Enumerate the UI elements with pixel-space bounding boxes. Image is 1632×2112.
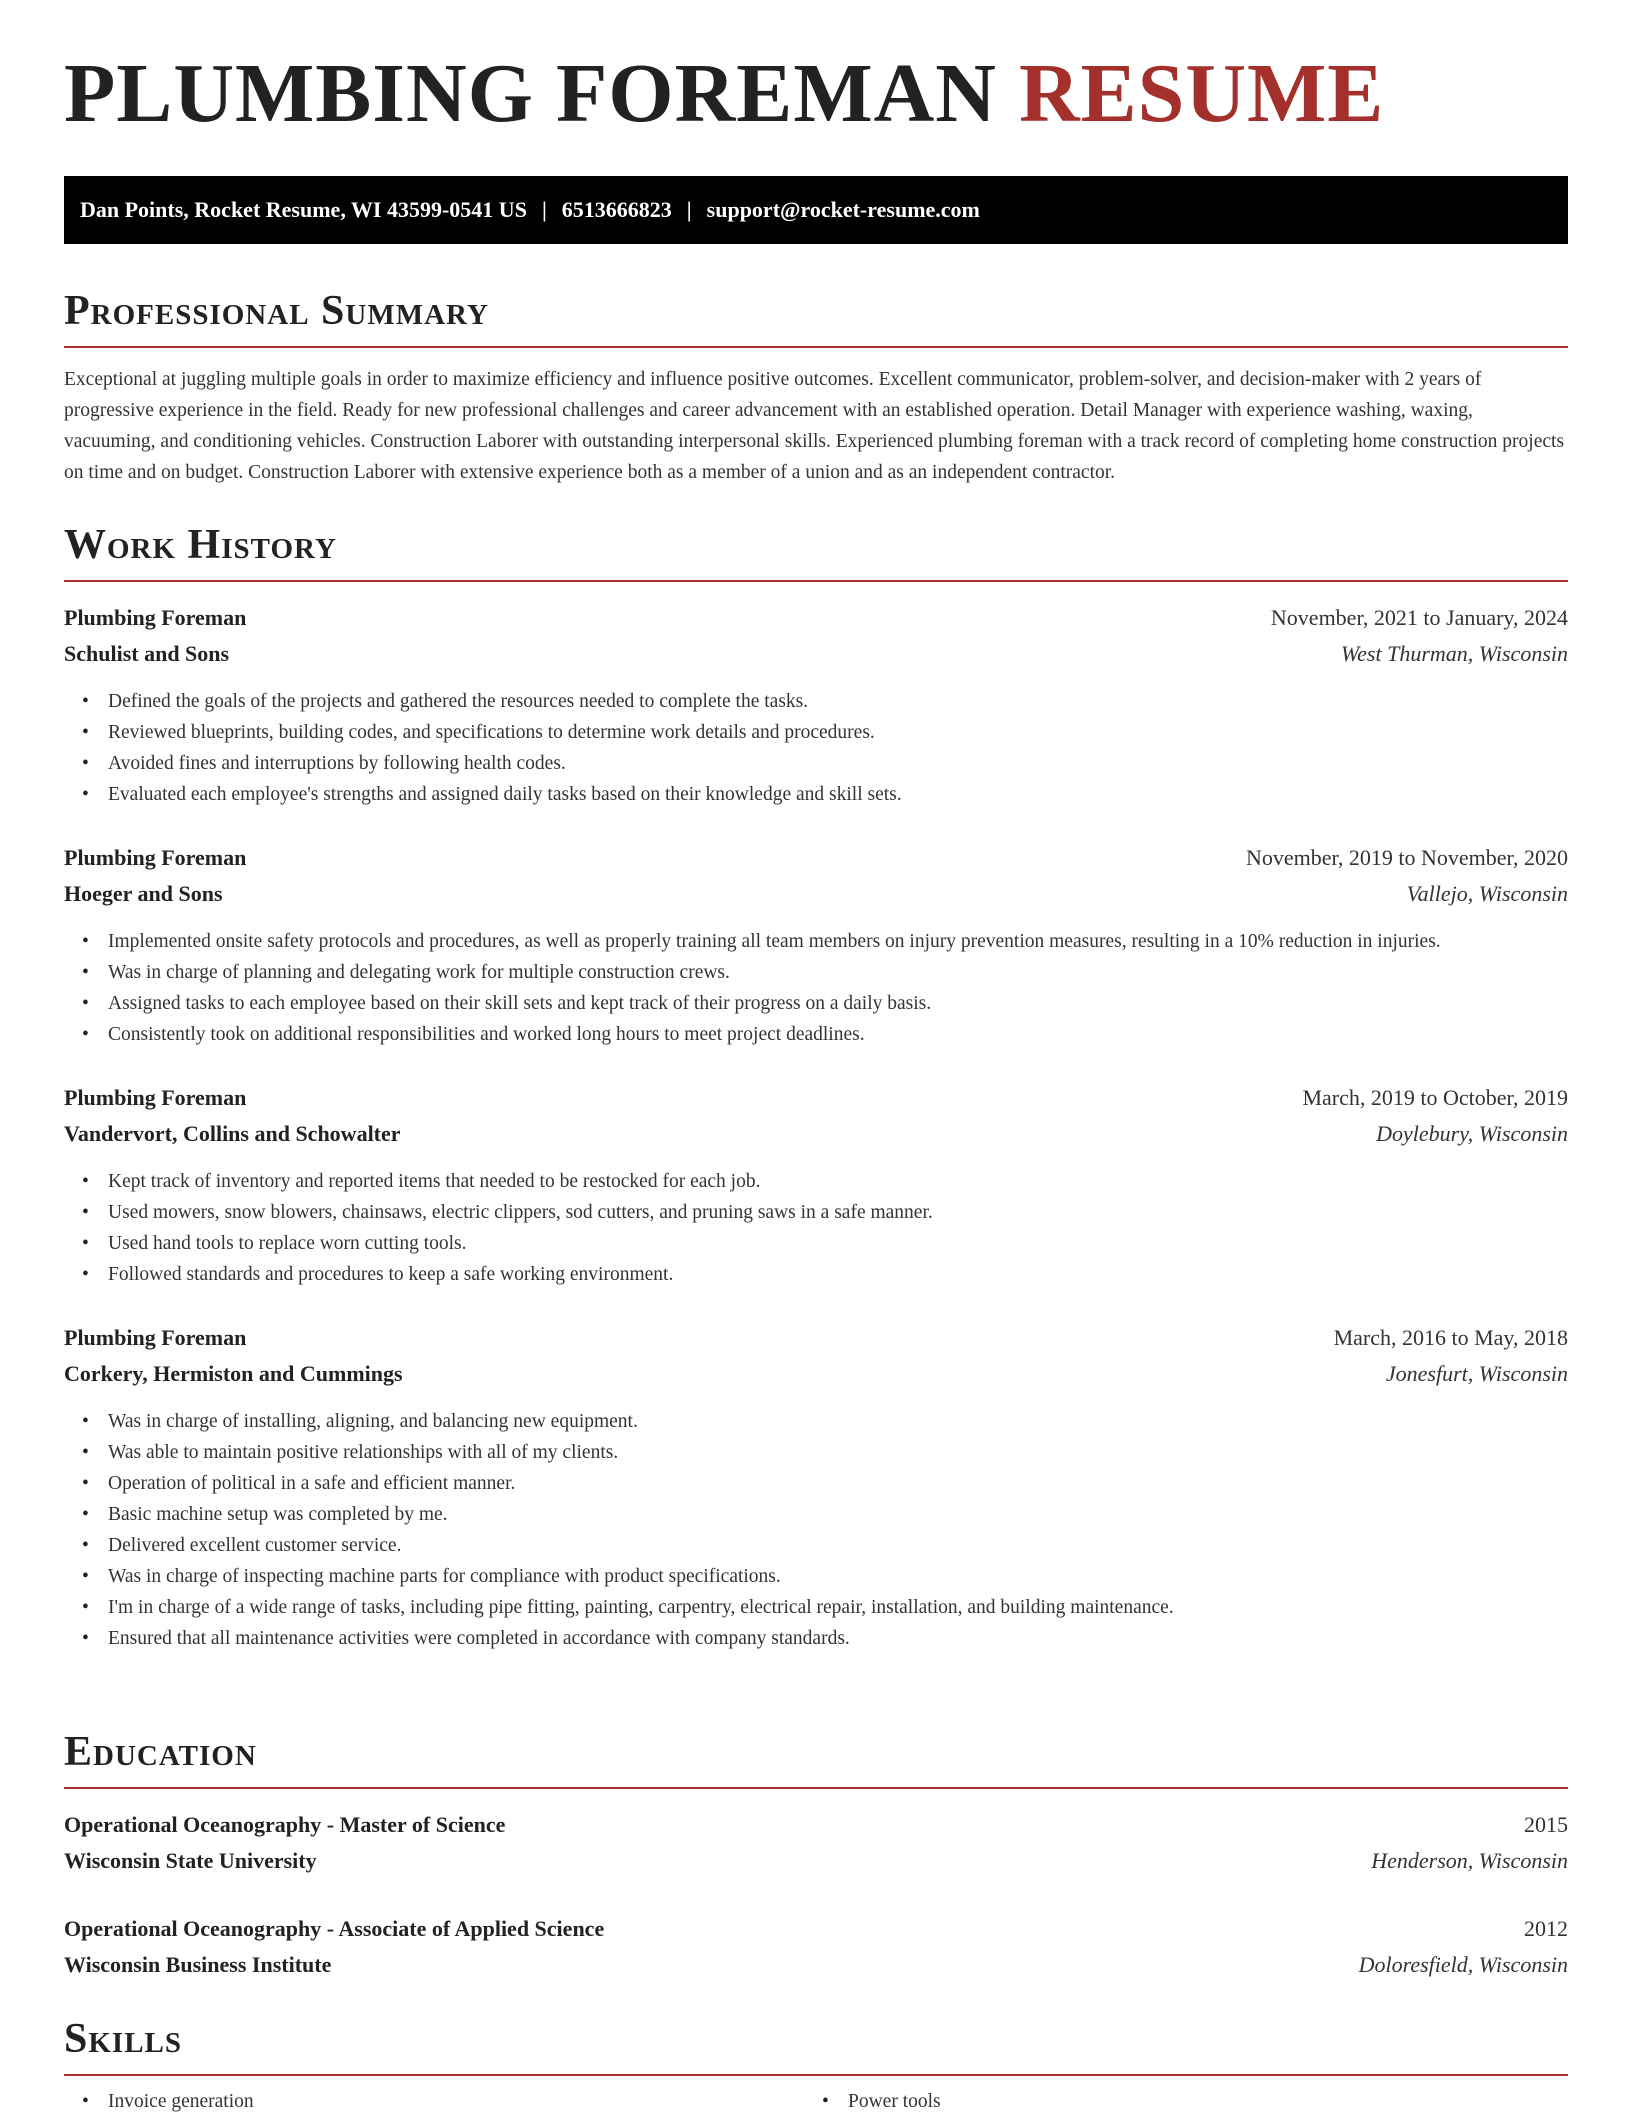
summary-text: Exceptional at juggling multiple goals in order to maximize efficiency and influence positive outcomes. Excellent communicator, problem-solver, and decision-maker with 2 years of progressive experience in the field. Ready for new professional challenges and career advancement with an established operation. Detail Manager with experience washing, waxing, vacuuming, and conditioning vehicles. Construction Laborer with outstanding interpersonal skills. Experienced plumbing foreman with a track record of completing home construction projects on time and on budget. Construction Laborer with extensive experience both as a member of a union and as an independent contractor. — [64, 369, 1565, 483]
school-location: Henderson, Wisconsin — [1371, 1848, 1568, 1873]
job-title: Plumbing Foreman — [64, 1325, 247, 1350]
contact-bar — [64, 176, 1568, 244]
skills-columns — [64, 2086, 1568, 2112]
job-title: Plumbing Foreman — [64, 1085, 247, 1110]
title-main: PLUMBING FOREMAN — [64, 47, 997, 140]
skills-list-left — [64, 2086, 804, 2112]
list-item: • Delivered excellent customer service. — [108, 1530, 1568, 1561]
list-item: • Implemented onsite safety protocols and procedures, as well as properly training all team members on injury prevention measures, resulting in a 10% reduction in injuries. — [108, 926, 1568, 957]
job-bullets — [64, 1166, 1568, 1290]
list-item: • Ensured that all maintenance activities were completed in accordance with company standards. — [108, 1623, 1568, 1654]
resume-title — [64, 47, 1385, 140]
job-company: Hoeger and Sons — [64, 881, 223, 906]
list-item: • Evaluated each employee's strengths and assigned daily tasks based on their knowledge and skill sets. — [108, 779, 1568, 810]
job-entry — [64, 600, 1568, 810]
job-location: Jonesfurt, Wisconsin — [1385, 1361, 1568, 1386]
degree: Operational Oceanography - Associate of Applied Science — [64, 1916, 605, 1941]
contact-separator: | — [541, 197, 547, 222]
contact-phone: 6513666823 — [561, 197, 672, 222]
job-company: Vandervort, Collins and Schowalter — [64, 1121, 401, 1146]
list-item: • Used hand tools to replace worn cutting tools. — [108, 1228, 1568, 1259]
job-dates: November, 2021 to January, 2024 — [1270, 605, 1568, 630]
education-entry — [64, 1807, 1568, 1879]
job-dates: March, 2016 to May, 2018 — [1333, 1325, 1568, 1350]
list-item: • Was in charge of planning and delegating work for multiple construction crews. — [108, 957, 1568, 988]
job-dates: March, 2019 to October, 2019 — [1302, 1085, 1568, 1110]
job-bullets — [64, 926, 1568, 1050]
school: Wisconsin Business Institute — [64, 1952, 332, 1977]
work-history-section — [64, 524, 1568, 1654]
job-entry — [64, 840, 1568, 1050]
education-section — [64, 1731, 1568, 1983]
job-company: Corkery, Hermiston and Cummings — [64, 1361, 403, 1386]
job-location: Vallejo, Wisconsin — [1406, 881, 1568, 906]
degree: Operational Oceanography - Master of Science — [64, 1812, 506, 1837]
job-location: Doylebury, Wisconsin — [1376, 1121, 1568, 1146]
contact-separator: | — [686, 197, 692, 222]
graduation-year: 2012 — [1524, 1916, 1568, 1941]
job-location: West Thurman, Wisconsin — [1340, 641, 1568, 666]
skills-section — [64, 2018, 1568, 2112]
list-item: • Avoided fines and interruptions by following health codes. — [108, 748, 1568, 779]
list-item: • Defined the goals of the projects and gathered the resources needed to complete the tasks. — [108, 686, 1568, 717]
school-location: Doloresfield, Wisconsin — [1358, 1952, 1568, 1977]
list-item: • Assigned tasks to each employee based on their skill sets and kept track of their progress on a daily basis. — [108, 988, 1568, 1019]
skill-item: • Power tools — [848, 2086, 1544, 2112]
graduation-year: 2015 — [1524, 1812, 1568, 1837]
list-item: • Was in charge of installing, aligning, and balancing new equipment. — [108, 1406, 1568, 1437]
job-bullets — [64, 686, 1568, 810]
work-history-heading: Work History — [64, 524, 1568, 582]
education-heading: Education — [64, 1731, 1568, 1789]
list-item: • Operation of political in a safe and efficient manner. — [108, 1468, 1568, 1499]
list-item: • Basic machine setup was completed by me. — [108, 1499, 1568, 1530]
school: Wisconsin State University — [64, 1848, 317, 1873]
skill-item: • Invoice generation — [108, 2086, 804, 2112]
list-item: • Was in charge of inspecting machine parts for compliance with product specifications. — [108, 1561, 1568, 1592]
summary-heading: Professional Summary — [64, 290, 1568, 348]
job-entry — [64, 1320, 1568, 1654]
title-accent: RESUME — [1018, 47, 1385, 140]
list-item: • Consistently took on additional responsibilities and worked long hours to meet project deadlines. — [108, 1019, 1568, 1050]
job-entry — [64, 1080, 1568, 1290]
skills-heading: Skills — [64, 2018, 1568, 2076]
list-item: • Was able to maintain positive relationships with all of my clients. — [108, 1437, 1568, 1468]
job-company: Schulist and Sons — [64, 641, 230, 666]
list-item: • Reviewed blueprints, building codes, and specifications to determine work details and procedures. — [108, 717, 1568, 748]
list-item: • Followed standards and procedures to keep a safe working environment. — [108, 1259, 1568, 1290]
contact-email: support@rocket-resume.com — [706, 197, 980, 222]
job-title: Plumbing Foreman — [64, 845, 247, 870]
job-title: Plumbing Foreman — [64, 605, 247, 630]
job-bullets — [64, 1406, 1568, 1654]
skills-list-right — [804, 2086, 1544, 2112]
list-item: • I'm in charge of a wide range of tasks, including pipe fitting, painting, carpentry, electrical repair, installation, and building maintenance. — [108, 1592, 1568, 1623]
contact-address: Dan Points, Rocket Resume, WI 43599-0541 US — [80, 197, 527, 222]
summary-section — [64, 290, 1568, 488]
list-item: • Kept track of inventory and reported items that needed to be restocked for each job. — [108, 1166, 1568, 1197]
education-entry — [64, 1911, 1568, 1983]
job-dates: November, 2019 to November, 2020 — [1245, 845, 1568, 870]
list-item: • Used mowers, snow blowers, chainsaws, electric clippers, sod cutters, and pruning saws in a safe manner. — [108, 1197, 1568, 1228]
